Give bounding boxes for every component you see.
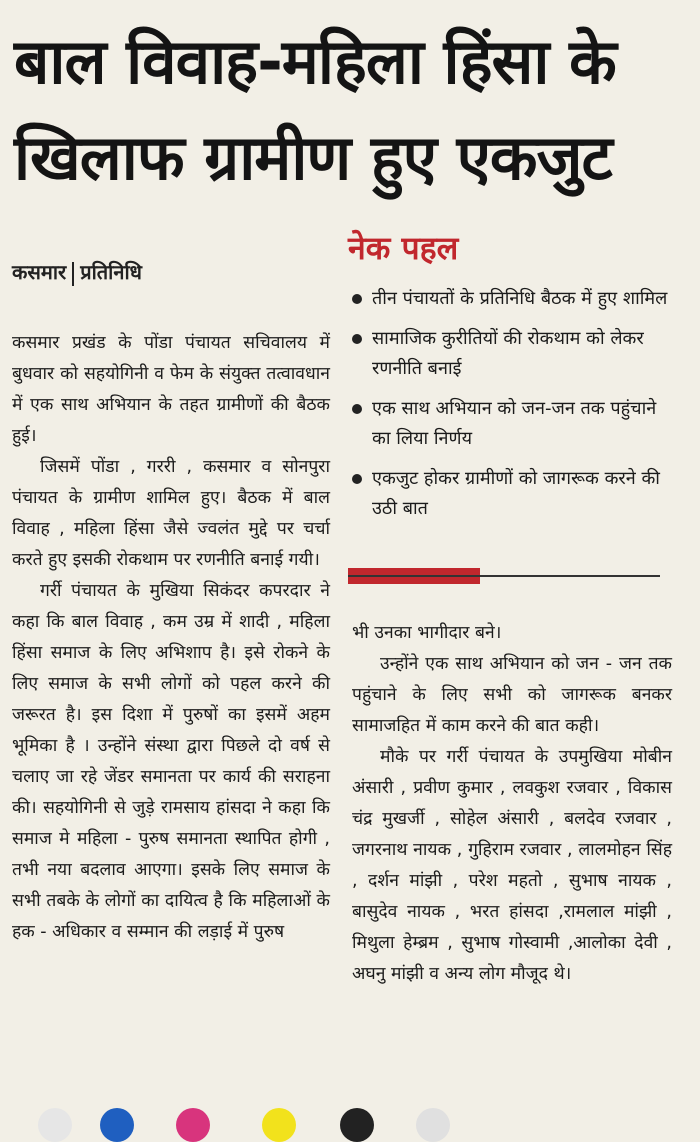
sidebox-item-text: एकजुट होकर ग्रामीणों को जागरूक करने की उठी बात bbox=[372, 468, 660, 519]
byline-separator bbox=[72, 262, 74, 286]
bullet-icon bbox=[352, 404, 362, 414]
bullet-icon bbox=[352, 334, 362, 344]
article-paragraph: भी उनका भागीदार बने। bbox=[352, 623, 502, 643]
headline bbox=[14, 14, 694, 206]
sidebox-item-text: सामाजिक कुरीतियों की रोकथाम को लेकर रणनीति बनाई bbox=[372, 328, 644, 379]
article-paragraph: जिसमें पोंडा , गररी , कसमार व सोनपुरा पंचायत के ग्रामीण शामिल हुए। बैठक में बाल विवाह , महिला हिंसा जैसे ज्वलंत मुद्दे पर चर्चा करते हुए इसकी रोकथाम पर रणनीति बनाई गयी। bbox=[12, 457, 330, 570]
sidebox-title: नेक पहल bbox=[348, 229, 459, 267]
registration-dot bbox=[176, 1108, 210, 1142]
registration-dot bbox=[38, 1108, 72, 1142]
byline-place: कसमार bbox=[12, 260, 67, 284]
sidebox-item bbox=[348, 284, 668, 314]
sidebox bbox=[348, 226, 668, 534]
registration-dot bbox=[416, 1108, 450, 1142]
bullet-icon bbox=[352, 294, 362, 304]
article-paragraph: उन्होंने एक साथ अभियान को जन - जन तक पहुंचाने के लिए सभी को जागरूक बनकर सामाजहित में काम करने की बात कही। bbox=[352, 654, 672, 736]
byline-credit: प्रतिनिधि bbox=[80, 260, 142, 284]
sidebox-list bbox=[348, 284, 668, 524]
article-paragraph: मौके पर गर्री पंचायत के उपमुखिया मोबीन अंसारी , प्रवीण कुमार , लवकुश रजवार , विकास चंद्र मुखर्जी , सोहेल अंसारी , बलदेव रजवार , जगरनाथ नायक , गुहिराम रजवार , लालमोहन सिंह , दर्शन मांझी , परेश महतो , सुभाष नायक , बासुदेव नायक , भरत हांसदा ,रामलाल मांझी , मिथुला हेम्ब्रम , सुभाष गोस्वामी ,आलोका देवी , अघनु मांझी व अन्य लोग मौजूद थे। bbox=[352, 747, 672, 984]
registration-dot bbox=[262, 1108, 296, 1142]
sidebox-item bbox=[348, 464, 668, 524]
article-left-column bbox=[12, 328, 330, 948]
sidebox-item-text: एक साथ अभियान को जन-जन तक पहुंचाने का लिया निर्णय bbox=[372, 398, 657, 449]
article-right-column bbox=[352, 618, 672, 990]
sidebox-item-text: तीन पंचायतों के प्रतिनिधि बैठक में हुए शामिल bbox=[372, 288, 668, 309]
color-registration-marks bbox=[0, 1100, 700, 1120]
bullet-icon bbox=[352, 474, 362, 484]
sidebox-item bbox=[348, 324, 668, 384]
headline-line-2: खिलाफ ग्रामीण हुए एकजुट bbox=[14, 121, 612, 194]
byline bbox=[12, 258, 142, 286]
sidebox-divider bbox=[348, 575, 660, 577]
sidebox-item bbox=[348, 394, 668, 454]
registration-dot bbox=[340, 1108, 374, 1142]
article-paragraph: गर्री पंचायत के मुखिया सिकंदर कपरदार ने कहा कि बाल विवाह , कम उम्र में शादी , महिला हिंसा समाज के लिए अभिशाप है। इसे रोकने के लिए समाज के सभी लोगों को पहल करने की जरूरत है। इस दिशा में पुरुषों का इसमें अहम भूमिका है । उन्होंने संस्था द्वारा पिछले दो वर्ष से चलाए जा रहे जेंडर समानता पर कार्य की सराहना की। सहयोगिनी से जुड़े रामसाय हांसदा ने कहा कि समाज मे महिला - पुरुष समानता स्थापित होगी , तभी नया बदलाव आएगा। इसके लिए समाज के सभी तबके के लोगों का दायित्व है कि महिलाओं के हक - अधिकार व सम्मान की लड़ाई में पुरुष bbox=[12, 581, 330, 942]
headline-line-1: बाल विवाह-महिला हिंसा के bbox=[14, 25, 616, 98]
registration-dot bbox=[100, 1108, 134, 1142]
article-paragraph: कसमार प्रखंड के पोंडा पंचायत सचिवालय में बुधवार को सहयोगिनी व फेम के संयुक्त तत्वावधान में एक साथ अभियान के तहत ग्रामीणों की बैठक हुई। bbox=[12, 333, 330, 446]
